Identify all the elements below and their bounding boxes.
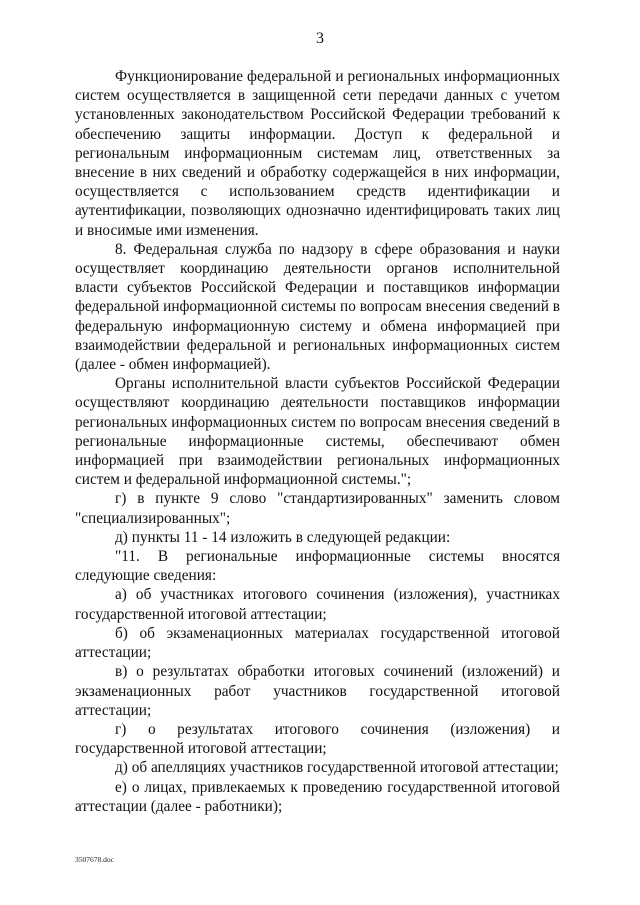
- list-item: е) о лицах, привлекаемых к проведению государственной итоговой аттестации (далее - работники);: [75, 778, 560, 815]
- document-filename: 3507678.doc: [75, 855, 114, 864]
- paragraph: Функционирование федеральной и региональных информационных систем осуществляется в защищенной сети передачи данных с учетом установленных законодательством Российской Федерации требований к обеспечению защиты информации. Доступ к федеральной и региональным информационным системам лиц, ответственных за внесение в них сведений и обработку содержащейся в них информации, осуществляется с использованием средств идентификации и аутентификации, позволяющих однозначно идентифицировать таких лиц и вносимые ими изменения.: [75, 68, 560, 239]
- paragraph: 8. Федеральная служба по надзору в сфере образования и науки осуществляет координацию деятельности органов исполнительной власти субъектов Российской Федерации и поставщиков информации федеральной информационной системы по вопросам внесения сведений в федеральную информационную систему и обмена информацией при взаимодействии федеральной и региональных информационных систем (далее - обмен информацией).: [75, 240, 560, 374]
- list-item: г) о результатах итогового сочинения (изложения) и государственной итоговой аттестации;: [75, 720, 560, 758]
- list-item: в) о результатах обработки итоговых сочинений (изложений) и экзаменационных работ участников государственной итоговой аттестации;: [75, 663, 560, 719]
- paragraph: "11. В региональные информационные системы вносятся следующие сведения:: [75, 548, 560, 585]
- list-item: б) об экзаменационных материалах государственной итоговой аттестации;: [75, 624, 560, 662]
- document-body: [75, 67, 560, 816]
- paragraph: д) пункты 11 - 14 изложить в следующей редакции:: [115, 528, 451, 546]
- list-item: д) об апелляциях участников государственной итоговой аттестации;: [115, 759, 559, 777]
- paragraph: г) в пункте 9 слово "стандартизированных" заменить словом "специализированных";: [75, 490, 560, 527]
- list-item: а) об участниках итогового сочинения (изложения), участниках государственной итоговой аттестации;: [75, 586, 560, 623]
- page-number: 3: [316, 30, 324, 47]
- paragraph: Органы исполнительной власти субъектов Российской Федерации осуществляют координацию деятельности поставщиков информации региональных информационных систем по вопросам внесения сведений в региональные информационные системы, обеспечивают обмен информацией при взаимодействии региональных информационных систем и федеральной информационной системы.";: [75, 375, 560, 489]
